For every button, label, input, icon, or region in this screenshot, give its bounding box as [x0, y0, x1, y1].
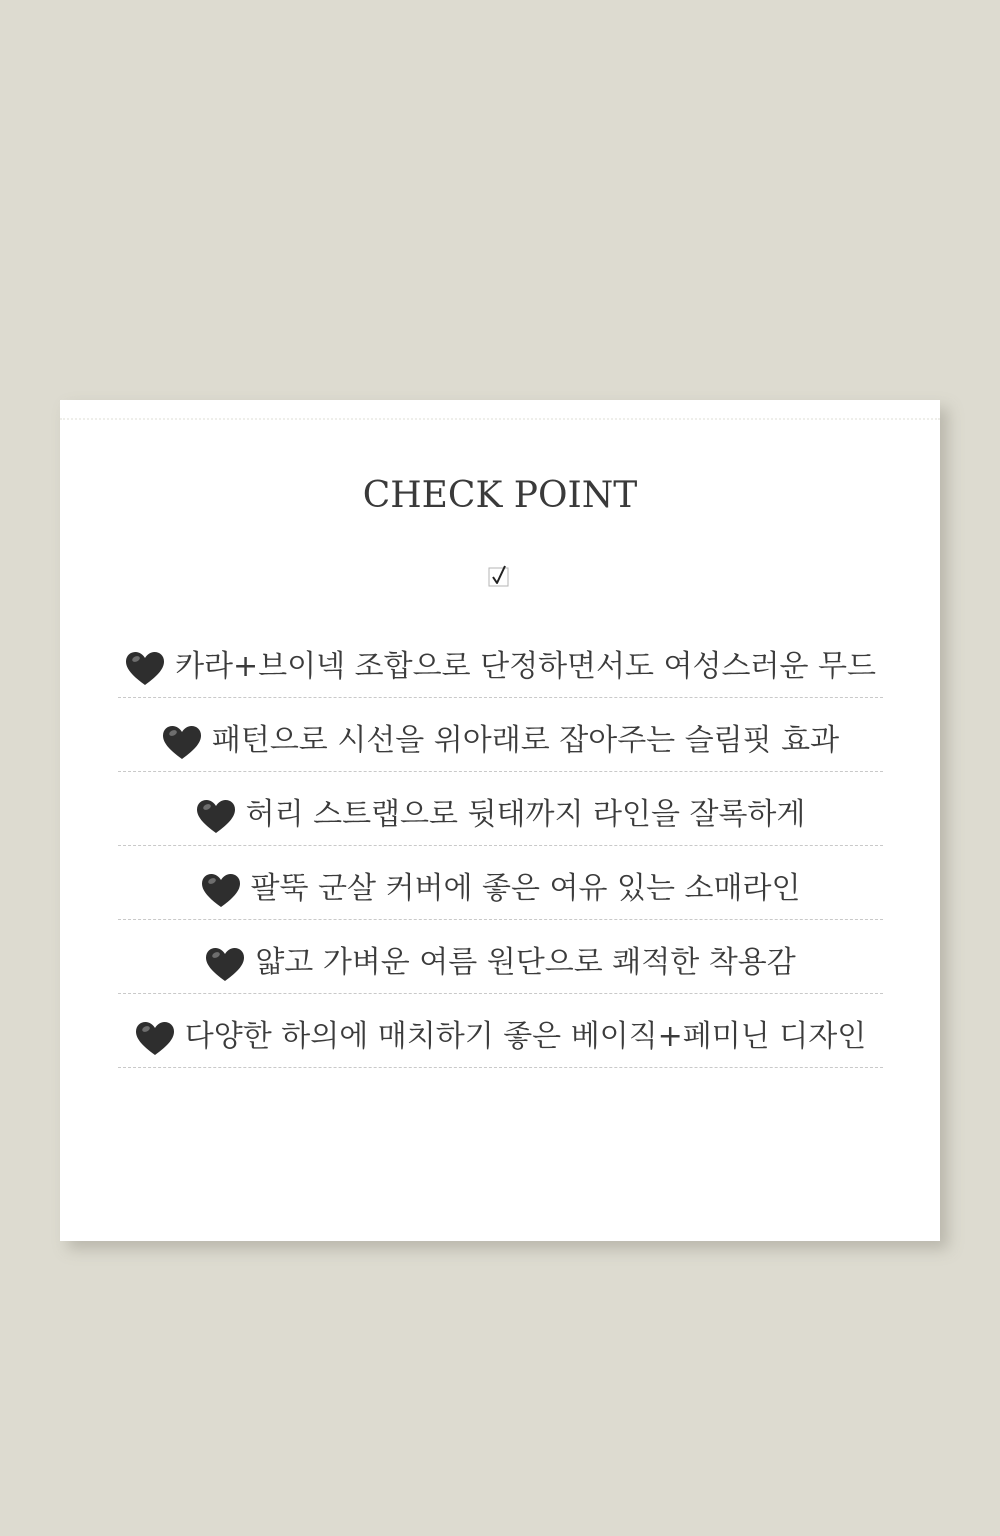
point-text: 카라+브이넥 조합으로 단정하면서도 여성스러운 무드 — [175, 649, 876, 684]
list-item — [118, 626, 883, 698]
list-item — [118, 700, 883, 772]
list-item — [118, 774, 883, 846]
black-heart-icon — [162, 725, 202, 761]
checkbox-checked-icon — [488, 565, 510, 587]
black-heart-icon — [125, 651, 165, 687]
list-item — [118, 848, 883, 920]
point-text: 얇고 가벼운 여름 원단으로 쾌적한 착용감 — [255, 945, 796, 980]
point-text: 패턴으로 시선을 위아래로 잡아주는 슬림핏 효과 — [211, 723, 840, 758]
black-heart-icon — [196, 799, 236, 835]
black-heart-icon — [205, 947, 245, 983]
list-item — [118, 996, 883, 1068]
point-text: 다양한 하의에 매치하기 좋은 베이직+페미닌 디자인 — [184, 1019, 867, 1054]
black-heart-icon — [201, 873, 241, 909]
card-top-border — [60, 418, 940, 420]
list-item — [118, 922, 883, 994]
black-heart-icon — [135, 1021, 175, 1057]
check-point-list — [118, 626, 883, 1070]
point-text: 팔뚝 군살 커버에 좋은 여유 있는 소매라인 — [250, 871, 801, 906]
point-text: 허리 스트랩으로 뒷태까지 라인을 잘록하게 — [245, 797, 806, 832]
section-title: CHECK POINT — [362, 475, 638, 516]
